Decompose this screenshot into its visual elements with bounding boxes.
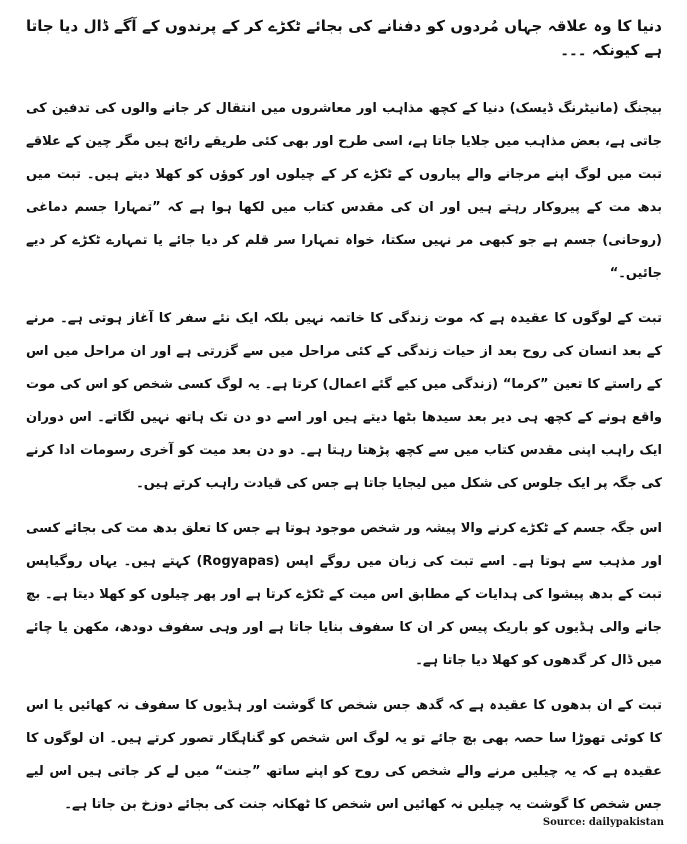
article-heading: دنیا کا وہ علاقہ جہاں مُردوں کو دفنانے کی بجائے ٹکڑے کر کے پرندوں کے آگے ڈال دیا جاتا ہے کیونکہ ۔۔۔	[26, 17, 662, 59]
paragraph-2: تبت کے لوگوں کا عقیدہ ہے کہ موت زندگی کا خاتمہ نہیں بلکہ ایک نئے سفر کا آغاز ہوتی ہے۔ مرنے کے بعد انسان کی روح بعد از حیات زندگی کے کئی مراحل میں سے گزرتی ہے اور ان مراحل میں اس کے راستے کا تعین ”کرما“ (زندگی میں کیے گئے اعمال) کرتا ہے۔ یہ لوگ کسی شخص کو اس کی موت واقع ہونے کے کچھ ہی دیر بعد سیدھا بٹھا دیتے ہیں اور اسے دو دن تک ہاتھ نہیں لگاتے۔ اس دوران ایک راہب اپنی مقدس کتاب میں سے کچھ پڑھتا رہتا ہے۔ دو دن بعد میت کو آخری رسومات ادا کرنے کی جگہ پر ایک جلوس کی شکل میں لیجایا جاتا ہے جس کی قیادت راہب کرتے ہیں۔	[26, 311, 662, 491]
paragraph-3: اس جگہ جسم کے ٹکڑے کرنے والا پیشہ ور شخص موجود ہوتا ہے جس کا تعلق بدھ مت کی بجائے کسی اور مذہب سے ہوتا ہے۔ اسے تبت کی زبان میں روگے اپس (Rogyapas) کہتے ہیں۔ یہاں روگیاپس تبت کے بدھ پیشوا کی ہدایات کے مطابق اس میت کے ٹکڑے کرتا ہے اور پھر چیلوں کو کھلا دیتا ہے۔ بچ جانے والی ہڈیوں کو باریک پیس کر ان کا سفوف بنایا جاتا ہے اور وہی سفوف دودھ، مکھن یا چائے میں ڈال کر گدھوں کو کھلا دیا جاتا ہے۔	[26, 521, 662, 668]
paragraph-1: بیجنگ (مانیٹرنگ ڈیسک) دنیا کے کچھ مذاہب اور معاشروں میں انتقال کر جانے والوں کی تدفین کی جاتی ہے، بعض مذاہب میں جلایا جاتا ہے، اسی طرح اور بھی کئی طریقے رائج ہیں مگر چین کے علاقے تبت میں لوگ اپنے مرجانے والے پیاروں کے ٹکڑے کر کے چیلوں اور کوؤں کو کھلا دیتے ہیں۔ تبت میں بدھ مت کے پیروکار رہتے ہیں اور ان کی مقدس کتاب میں لکھا ہوا ہے کہ ”تمہارا جسم دماغی (روحانی) جسم ہے جو کبھی مر نہیں سکتا، خواہ تمہارا سر قلم کر دیا جائے یا تمہارے ٹکڑے کر دیے جائیں۔“	[26, 101, 662, 281]
paragraph-4: تبت کے ان بدھوں کا عقیدہ ہے کہ گدھ جس شخص کا گوشت اور ہڈیوں کا سفوف نہ کھائیں یا اس کا کوئی تھوڑا سا حصہ بھی بچ جائے تو یہ لوگ اس شخص کو گناہگار تصور کرتے ہیں۔ ان لوگوں کا عقیدہ ہے کہ یہ چیلیں مرنے والے شخص کی روح کو اپنے ساتھ ”جنت“ میں لے کر جاتی ہیں اس لیے جس شخص کا گوشت یہ چیلیں نہ کھائیں اس شخص کا ٹھکانہ جنت کی بجائے دوزخ بن جاتا ہے۔	[26, 698, 662, 812]
source-credit: Source: dailypakistan	[542, 817, 664, 828]
article	[26, 14, 662, 833]
